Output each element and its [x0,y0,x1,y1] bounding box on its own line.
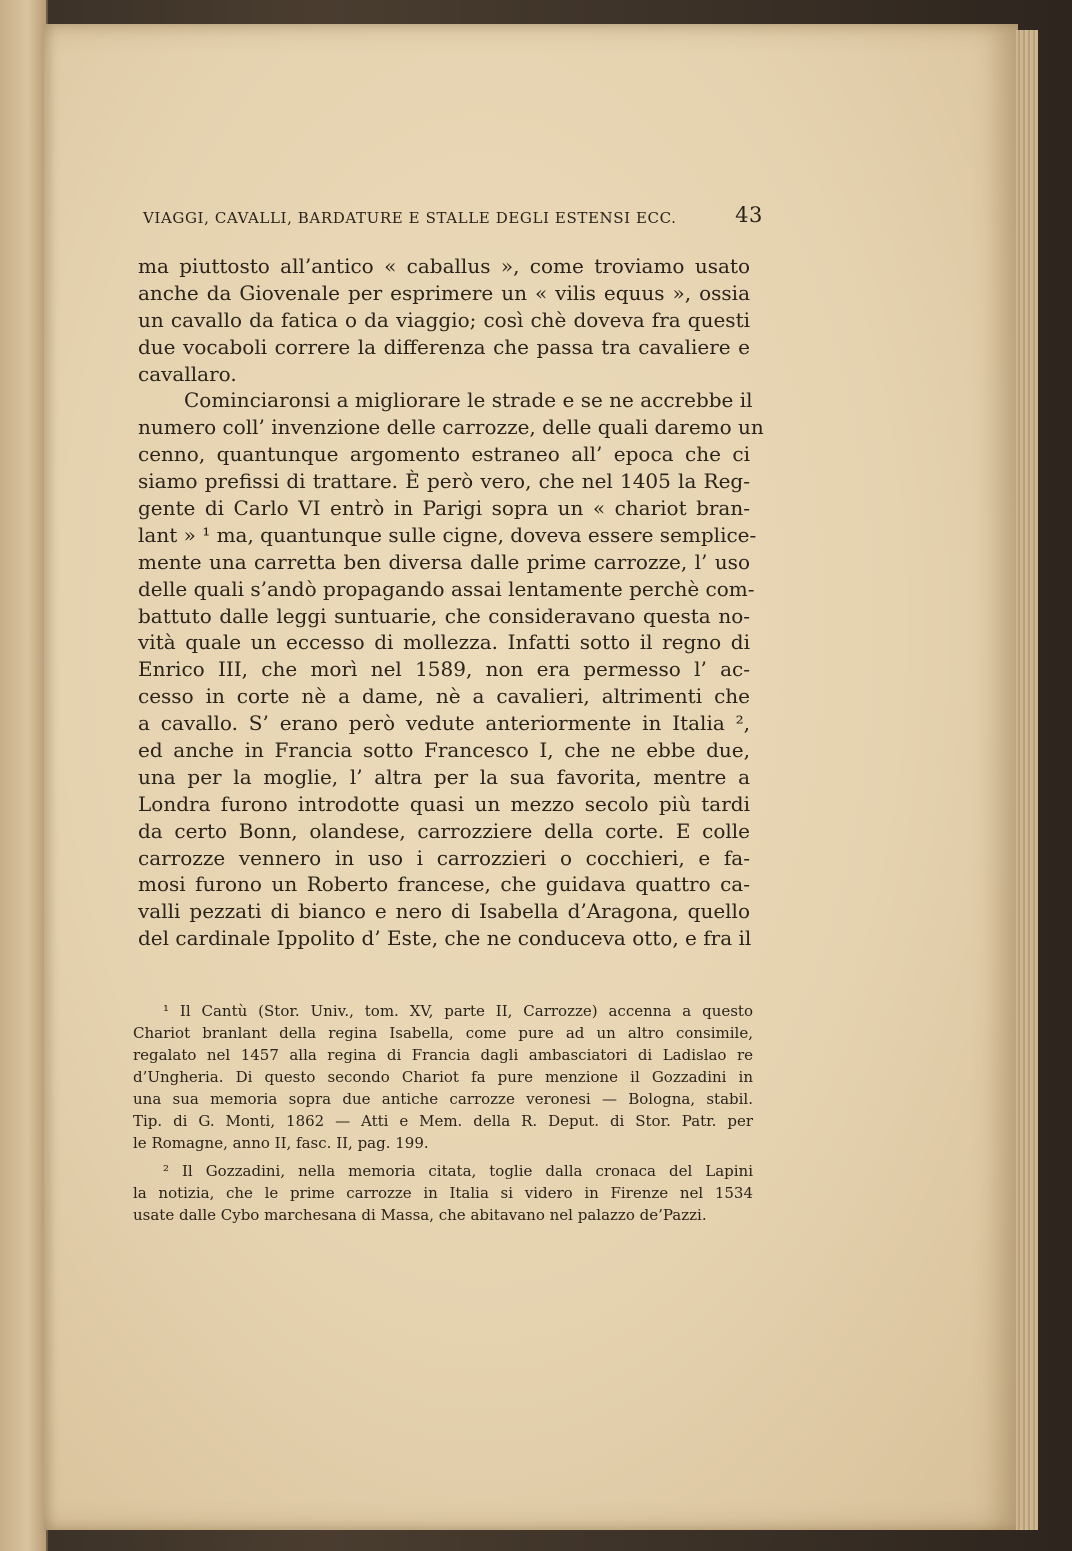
footnote-line: ¹ Il Cantù (Stor. Univ., tom. XV, parte II, Carrozze) accenna a questo [163,1002,753,1020]
text-line: battuto dalle leggi suntuarie, che consideravano questa no- [138,603,750,628]
text-line: cenno, quantunque argomento estraneo all’ epoca che ci [138,442,750,467]
facing-page-edge [0,0,48,1551]
footnote-line: regalato nel 1457 alla regina di Francia dagli ambasciatori di Ladislao re [133,1046,753,1064]
page-number: 43 [735,203,763,227]
text-line: una per la moglie, l’ altra per la sua favorita, mentre a [138,764,750,789]
text-line: numero coll’ invenzione delle carrozze, delle quali daremo un [138,415,764,440]
text-line: Enrico III, che morì nel 1589, non era permesso l’ ac- [138,657,750,682]
page-header [143,205,763,235]
footnote-line: le Romagne, anno II, fasc. II, pag. 199. [133,1134,429,1152]
text-line: a cavallo. S’ erano però vedute anteriormente in Italia ², [138,711,750,736]
footnote-line: d’Ungheria. Di questo secondo Chariot fa pure menzione il Gozzadini in [133,1068,753,1086]
text-line: siamo prefissi di trattare. È però vero, che nel 1405 la Reg- [138,469,750,494]
text-line: Cominciaronsi a migliorare le strade e se ne accrebbe il [184,388,753,413]
text-line: gente di Carlo VI entrò in Parigi sopra un « chariot bran- [138,496,750,521]
text-line: un cavallo da fatica o da viaggio; così chè doveva fra questi [138,307,750,332]
text-line: mosi furono un Roberto francese, che guidava quattro ca- [138,872,750,897]
footnote-line: una sua memoria sopra due antiche carrozze veronesi — Bologna, stabil. [133,1090,753,1108]
text-line: cesso in corte nè a dame, nè a cavalieri, altrimenti che [138,684,750,709]
text-line: da certo Bonn, olandese, carrozziere della corte. E colle [138,818,750,843]
text-line: mente una carretta ben diversa dalle prime carrozze, l’ uso [138,549,750,574]
text-line: lant » ¹ ma, quantunque sulle cigne, doveva essere semplice- [138,522,757,547]
text-line: Londra furono introdotte quasi un mezzo secolo più tardi [138,791,750,816]
text-line: delle quali s’andò propagando assai lentamente perchè com- [138,576,755,601]
footnote-line: Chariot branlant della regina Isabella, come pure ad un altro consimile, [133,1024,753,1042]
footnote-line: ² Il Gozzadini, nella memoria citata, toglie dalla cronaca del Lapini [163,1162,753,1180]
text-line: del cardinale Ippolito d’ Este, che ne conduceva otto, e fra il [138,926,752,951]
footnote-line: la notizia, che le prime carrozze in Italia si videro in Firenze nel 1534 [133,1184,753,1202]
footnote-line: Tip. di G. Monti, 1862 — Atti e Mem. della R. Deput. di Stor. Patr. per [133,1112,753,1130]
text-line: vità quale un eccesso di mollezza. Infatti sotto il regno di [138,630,750,655]
running-head: VIAGGI, CAVALLI, BARDATURE E STALLE DEGLI ESTENSI ECC. [143,209,677,227]
text-line: anche da Giovenale per esprimere un « vilis equus », ossia [138,280,750,305]
footnotes [133,1000,753,1226]
page-edges [1016,30,1038,1530]
text-line: due vocaboli correre la differenza che passa tra cavaliere e [138,334,750,359]
text-line: ed anche in Francia sotto Francesco I, che ne ebbe due, [138,738,750,763]
text-line: valli pezzati di bianco e nero di Isabella d’Aragona, quello [138,899,750,924]
text-line: cavallaro. [138,361,237,386]
text-line: ma piuttosto all’antico « caballus », come troviamo usato [138,254,750,278]
main-text [138,253,764,952]
text-line: carrozze vennero in uso i carrozzieri o cocchieri, e fa- [138,845,750,870]
footnote-line: usate dalle Cybo marchesana di Massa, che abitavano nel palazzo de’Pazzi. [133,1206,707,1224]
